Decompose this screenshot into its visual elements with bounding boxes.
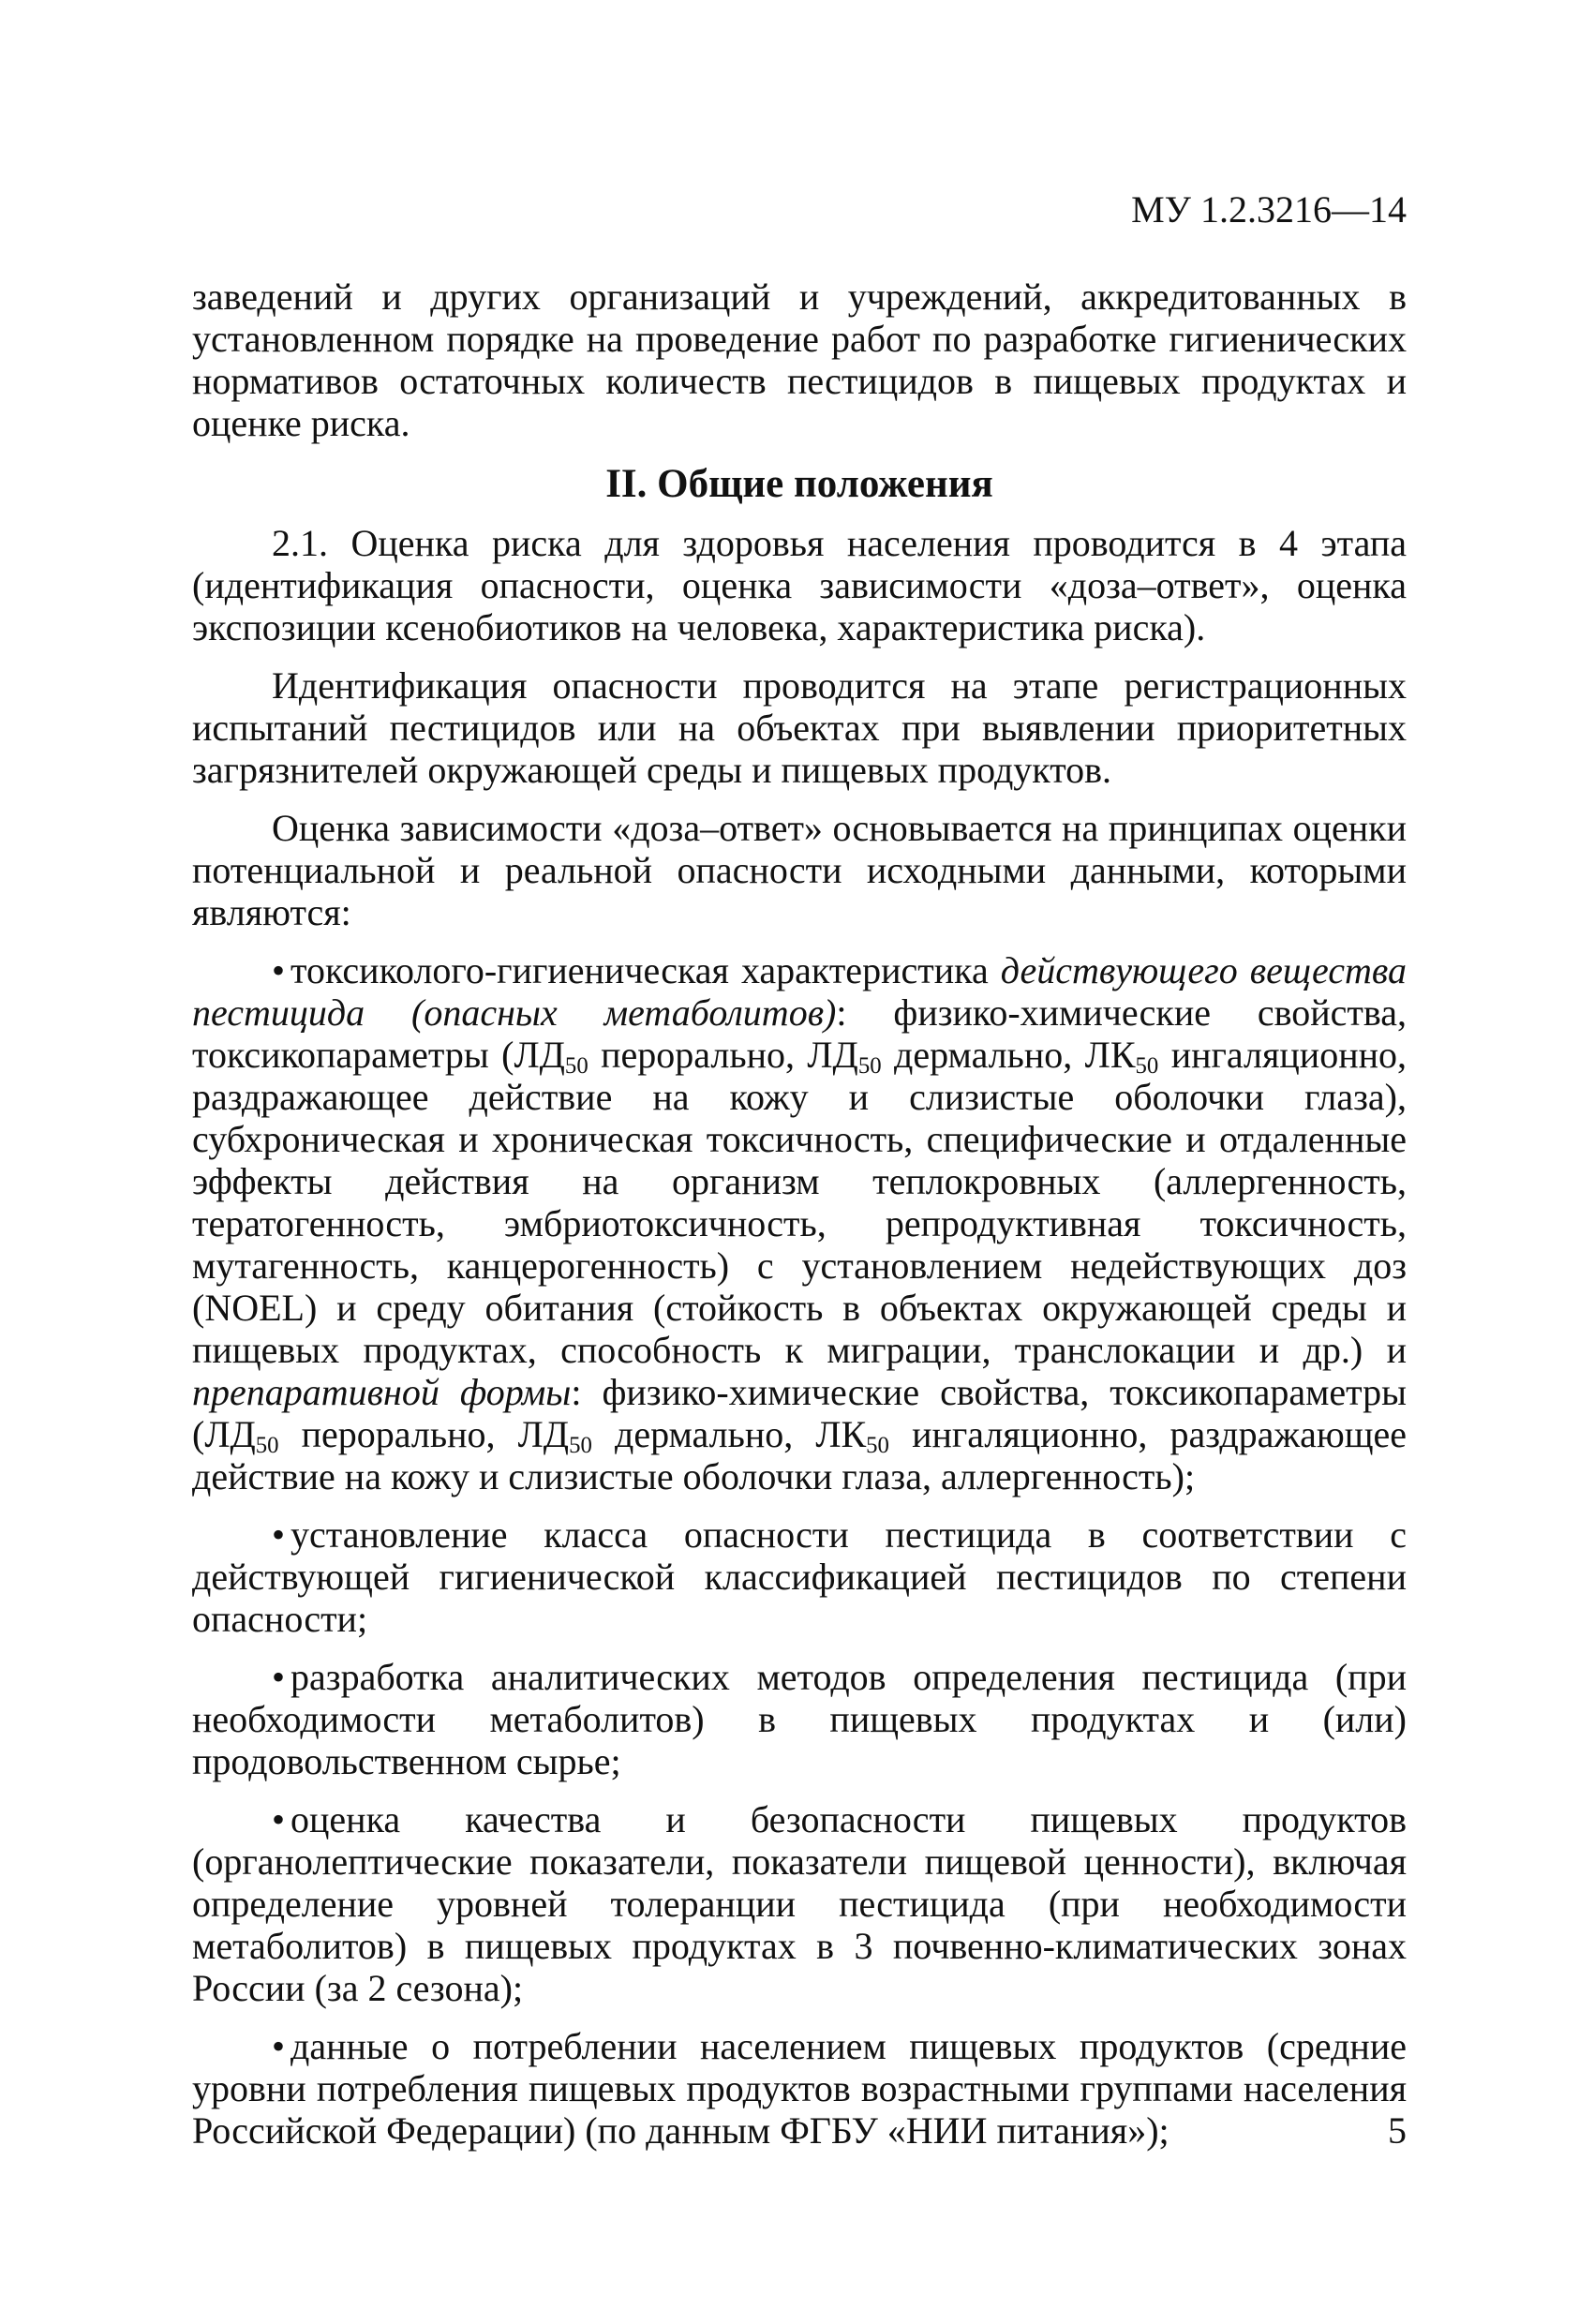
- bullet-food-quality: [192, 1798, 1407, 2009]
- paragraph-2-1: 2.1. Оценка риска для здоровья населения проводится в 4 этапа (идентификация опасности, оценка зависимости «доза–ответ», оценка экспозиции ксенобиотиков на человека, характеристика риска).: [192, 522, 1407, 648]
- bullet-icon: •: [272, 1513, 286, 1556]
- bullet-toxicology-lead: токсиколого-гигиеническая характеристика: [290, 949, 1001, 991]
- bullet-toxicology-italic-formulation: препаративной формы: [192, 1371, 572, 1413]
- bullet-analytical-methods: [192, 1656, 1407, 1782]
- bullet-food-quality-text: оценка качества и безопасности пищевых продуктов (органолептические показатели, показатели пищевой ценности), включая определение уровней толеранции пестицида (при необходимости метаболитов) в пищевых продуктах в 3 почвенно-климатических зонах России (за 2 сезона);: [192, 1798, 1407, 2009]
- bullet-hazard-class-text: установление класса опасности пестицида в соответствии с действующей гигиенической классификацией пестицидов по степени опасности;: [192, 1513, 1407, 1640]
- bullet-toxicology-text: : физико-химические свойства, токсикопараметры (ЛД: [192, 1371, 1407, 1455]
- bullet-icon: •: [272, 1798, 286, 1840]
- body-text: [192, 276, 1407, 2168]
- bullet-icon: •: [272, 949, 286, 991]
- bullet-icon: •: [272, 2025, 286, 2067]
- paragraph-dose-response: Оценка зависимости «доза–ответ» основывается на принципах оценки потенциальной и реальной опасности исходными данными, которыми являются:: [192, 807, 1407, 933]
- bullet-toxicology-text: дермально, ЛК: [881, 1034, 1136, 1076]
- bullet-consumption-data-text: данные о потреблении населением пищевых продуктов (средние уровни потребления пищевых продуктов возрастными группами населения Российской Федерации) (по данным ФГБУ «НИИ питания»);: [192, 2025, 1407, 2152]
- bullet-toxicology-text: перорально, ЛД: [278, 1413, 570, 1455]
- bullet-icon: •: [272, 1656, 286, 1698]
- subscript: 50: [857, 1053, 882, 1080]
- subscript: 50: [866, 1433, 889, 1459]
- page-number: 5: [1388, 2109, 1407, 2152]
- intro-paragraph: заведений и других организаций и учреждений, аккредитованных в установленном порядке на проведение работ по разработке гигиенических нормативов остаточных количеств пестицидов в пищевых продуктах и оценке риска.: [192, 276, 1407, 444]
- bullet-hazard-class: [192, 1513, 1407, 1640]
- bullet-toxicology-text: перорально, ЛД: [588, 1034, 858, 1076]
- bullet-toxicology-text: дермально, ЛК: [591, 1413, 867, 1455]
- bullet-toxicology-italic-substance: действующего вещества пестицида (опасных метаболитов): [192, 949, 1407, 1034]
- document-code: МУ 1.2.3216—14: [1131, 188, 1407, 231]
- bullet-analytical-methods-text: разработка аналитических методов определения пестицида (при необходимости метаболитов) в пищевых продуктах и (или) продовольственном сырье;: [192, 1656, 1407, 1782]
- bullet-consumption-data: [192, 2025, 1407, 2152]
- bullet-toxicology-text: ингаляционно, раздражающее действие на кожу и слизистые оболочки глаза), субхроническая и хроническая токсичность, специфические и отдаленные эффекты действия на организм теплокровных (аллергенность, тератогенность, эмбриотоксичность, репродуктивная токсичность, мутагенность, канцерогенность) с установлением недействующих доз (NOEL) и среду обитания (стойкость в объектах окружающей среды и пищевых продуктах, способность к миграции, транслокации и др.) и: [192, 1034, 1408, 1371]
- bullet-toxicology-text: : физико-химические свойства, токсикопараметры (ЛД: [192, 991, 1407, 1076]
- bullet-toxicology-text: ингаляционно, раздражающее действие на кожу и слизистые оболочки глаза, аллергенность);: [192, 1413, 1408, 1497]
- bullet-toxicology: [192, 949, 1407, 1497]
- subscript: 50: [1135, 1053, 1159, 1080]
- subscript: 50: [564, 1053, 588, 1080]
- section-heading: II. Общие положения: [605, 462, 993, 506]
- subscript: 50: [255, 1433, 279, 1459]
- subscript: 50: [569, 1433, 592, 1459]
- paragraph-identification: Идентификация опасности проводится на этапе регистрационных испытаний пестицидов или на объектах при выявлении приоритетных загрязнителей окружающей среды и пищевых продуктов.: [192, 664, 1407, 791]
